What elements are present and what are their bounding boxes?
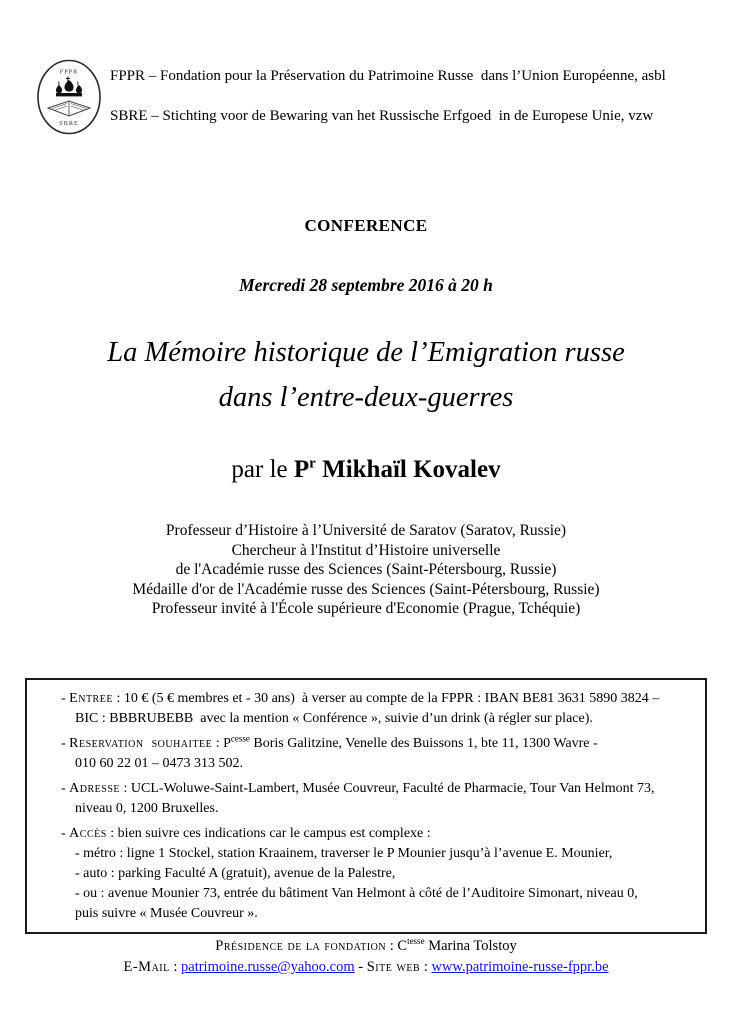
countess-abbr-sup: tesse <box>407 936 425 947</box>
speaker-title-abbr: P <box>293 456 310 483</box>
credential-line: Médaille d'or de l'Académie russe des Sciences (Saint-Pétersbourg, Russie) <box>132 580 600 598</box>
organization-names <box>110 58 666 126</box>
princess-abbr-sup: cesse <box>230 733 250 744</box>
reservation-text: : P <box>212 736 231 751</box>
conference-heading: CONFERENCE <box>304 216 428 235</box>
org-line-sbre: SBRE – Stichting voor de Bewaring van het Russische Erfgoed in de Europese Unie, vzw <box>110 108 654 124</box>
address-label: Adresse <box>69 781 121 796</box>
email-link[interactable]: patrimoine.russe@yahoo.com <box>181 959 355 975</box>
access-metro: - métro : ligne 1 Stockel, station Kraainem, traverser le P Mounier jusqu’à l’avenue E. Mounier, <box>75 846 613 861</box>
speaker-line <box>0 456 732 484</box>
presidency-name: Marina Tolstoy <box>424 938 517 954</box>
event-title-line-2: dans l’entre-deux-guerres <box>218 382 514 413</box>
reservation-label: Reservation souhaitee <box>69 736 213 751</box>
reservation-phones: 010 60 22 01 – 0473 313 502. <box>75 756 243 771</box>
access-auto: - auto : parking Faculté A (gratuit), avenue de la Palestre, <box>75 866 396 881</box>
contact-line <box>0 957 732 978</box>
address-text: : UCL-Woluwe-Saint-Lambert, Musée Couvreur, Faculté de Pharmacie, Tour Van Helmont 73, <box>120 781 655 796</box>
presidency-line <box>0 936 732 957</box>
credential-line: Chercheur à l'Institut d’Histoire universelle <box>231 541 501 559</box>
address-item <box>61 779 699 819</box>
website-link[interactable]: www.patrimoine-russe-fppr.be <box>431 959 609 975</box>
item-dash: - <box>61 826 70 841</box>
event-title <box>0 330 732 420</box>
access-label: Accès <box>69 826 107 841</box>
logo-top-text: FPPR <box>59 68 79 76</box>
email-separator: : <box>169 959 182 975</box>
presidency-text: : C <box>386 938 408 954</box>
practical-info-box <box>25 678 707 934</box>
entrance-label: Entree <box>69 691 113 706</box>
item-dash: - <box>61 781 70 796</box>
org-line-fppr: FPPR – Fondation pour la Préservation du Patrimoine Russe dans l’Union Européenne, asbl <box>110 68 666 84</box>
event-title-line-1: La Mémoire historique de l’Emigration russe <box>107 337 625 368</box>
presidency-label: Présidence de la fondation <box>215 938 387 954</box>
reservation-item <box>61 734 699 774</box>
item-dash: - <box>61 736 70 751</box>
document-header <box>36 58 666 136</box>
credential-line: Professeur d’Histoire à l’Université de Saratov (Saratov, Russie) <box>165 522 567 539</box>
fppr-sbre-logo <box>36 58 102 136</box>
open-book-icon <box>48 101 90 116</box>
reservation-text: Boris Galitzine, Venelle des Buissons 1, bte 11, 1300 Wavre - <box>249 736 598 751</box>
speaker-title-sup: r <box>309 455 316 472</box>
logo-bottom-text: SBRE <box>59 120 79 127</box>
contact-separator: - <box>354 959 367 975</box>
email-label: E-Mail <box>123 959 170 975</box>
document-footer <box>0 936 732 978</box>
item-dash: - <box>61 691 70 706</box>
access-intro: : bien suivre ces indications car le campus est complexe : <box>106 826 431 841</box>
entrance-text: : 10 € (5 € membres et - 30 ans) à verser au compte de la FPPR : IBAN BE81 3631 5890 3824 – <box>112 691 660 706</box>
web-separator: : <box>420 959 432 975</box>
event-datetime: Mercredi 28 septembre 2016 à 20 h <box>239 275 493 295</box>
speaker-prefix: par le <box>231 456 294 483</box>
credentials-list <box>0 521 732 619</box>
entrance-text-2: BIC : BBBRUBEBB avec la mention « Conférence », suivie d’un drink (à régler sur place). <box>75 711 593 726</box>
church-icon <box>56 77 82 97</box>
speaker-name: Mikhaïl Kovalev <box>315 456 501 483</box>
credential-line: de l'Académie russe des Sciences (Saint-Pétersbourg, Russie) <box>175 561 557 578</box>
access-walk: - ou : avenue Mounier 73, entrée du bâtiment Van Helmont à côté de l’Auditoire Simonart, niveau 0, <box>75 886 638 901</box>
access-walk-2: puis suivre « Musée Couvreur ». <box>75 906 258 921</box>
entrance-fee-item <box>61 689 699 729</box>
address-text-2: niveau 0, 1200 Bruxelles. <box>75 801 219 816</box>
credential-line: Professeur invité à l'École supérieure d'Economie (Prague, Tchéquie) <box>151 600 581 617</box>
access-item <box>61 824 699 924</box>
site-web-label: Site web <box>366 959 421 975</box>
